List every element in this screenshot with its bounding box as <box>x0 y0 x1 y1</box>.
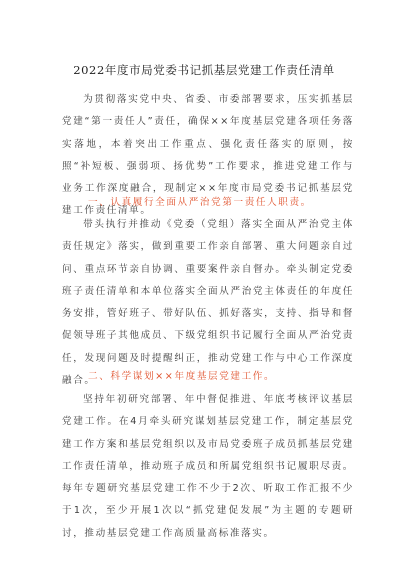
section-body-1-text: 带头执行并推动《党委（党组）落实全面从严治党主体责任规定》落实，做到重要工作亲自部署、重大问题亲自过问、重点环节亲自协调、重要案件亲自督办。牵头制定党委班子责任清单和本单位落实全面从严治党主体责任的年度任务安排，管好班子、带好队伍、抓好落实，支持、指导和督促领导班子其他成员、下级党组织书记履行全面从严治党责任，发现问题及时提醒纠正，推动党建工作与中心工作深度融合。 <box>62 219 354 387</box>
intro-text: 为贯彻落实党中央、省委、市委部署要求，压实抓基层党建“第一责任人”责任，确保××年度基层党建各项任务落实落地，本着突出工作重点、强化责任落实的原则，按照“补短板、强弱项、扬优势”工作要求，推进党建工作与业务工作深度融合，现制定××年度市局党委书记抓基层党建工作责任清单。 <box>62 94 354 217</box>
section-heading-2: 二、科学谋划××年度基层党建工作。 <box>88 371 276 382</box>
section-heading-1: 一、认真履行全面从严治党第一责任人职责。 <box>88 197 312 208</box>
section-body-2-text: 坚持年初研究部署、年中督促推进、年底考核评议基层党建工作。在4月牵头研究谋划基层党建工作，制定基层党建工作方案和基层党组织以及市局党委班子成员抓基层党建工作责任清单，推动班子成员和所属党组织书记履职尽责。每年专题研究基层党建工作不少于2次、听取工作汇报不少于1次，至少开展1次以“抓党建促发展”为主题的专题研讨，推动基层党建工作高质量高标准落实。 <box>62 394 354 539</box>
section-body-2 <box>62 389 354 545</box>
document-title: 2022年度市局党委书记抓基层党建工作责任清单 <box>73 63 335 77</box>
